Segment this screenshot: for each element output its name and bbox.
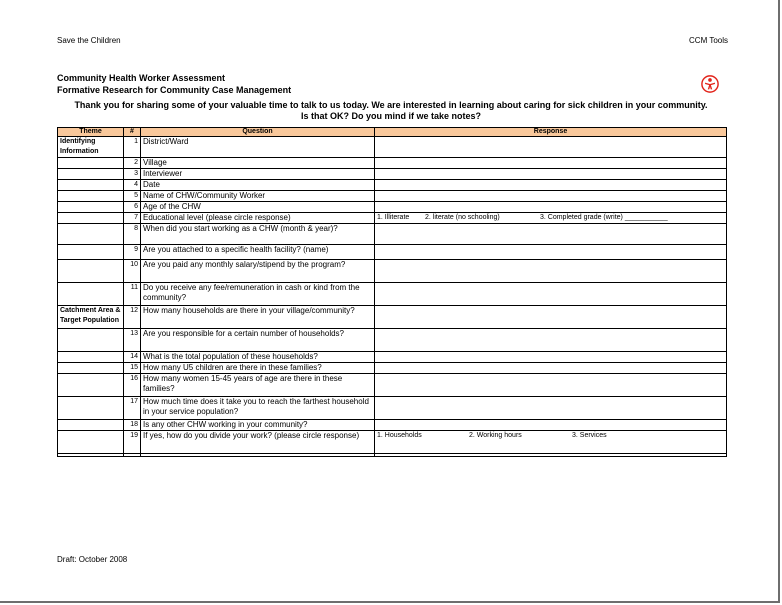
table-row bbox=[58, 420, 727, 431]
question-text: Are you attached to a specific health facility? (name) bbox=[141, 245, 375, 260]
question-number: 10 bbox=[124, 260, 141, 283]
response-cell[interactable] bbox=[375, 431, 727, 454]
question-text: Interviewer bbox=[141, 169, 375, 180]
response-option[interactable]: 3. Services bbox=[572, 432, 607, 439]
table-header-row bbox=[58, 128, 727, 137]
intro-line-2: Is that OK? Do you mind if we take notes? bbox=[300, 111, 482, 121]
response-option[interactable]: 1. Households bbox=[377, 432, 422, 439]
theme-cell bbox=[58, 180, 124, 191]
response-cell[interactable] bbox=[375, 397, 727, 420]
table-row bbox=[58, 374, 727, 397]
question-text: How much time does it take you to reach the farthest household in your service population? bbox=[141, 397, 375, 420]
theme-cell bbox=[58, 283, 124, 306]
theme-cell bbox=[58, 245, 124, 260]
question-number: 18 bbox=[124, 420, 141, 431]
theme-cell bbox=[58, 202, 124, 213]
question-text: Name of CHW/Community Worker bbox=[141, 191, 375, 202]
question-number: 3 bbox=[124, 169, 141, 180]
theme-cell bbox=[58, 191, 124, 202]
theme-cell: Catchment Area & Target Population bbox=[58, 306, 124, 329]
theme-cell bbox=[58, 260, 124, 283]
response-cell[interactable] bbox=[375, 363, 727, 374]
response-cell[interactable] bbox=[375, 374, 727, 397]
question-number: 15 bbox=[124, 363, 141, 374]
table-row bbox=[58, 191, 727, 202]
response-cell[interactable] bbox=[375, 224, 727, 245]
blank-cell bbox=[141, 454, 375, 457]
table-row bbox=[58, 431, 727, 454]
response-cell[interactable] bbox=[375, 420, 727, 431]
theme-cell bbox=[58, 454, 124, 457]
question-text: How many U5 children are there in these families? bbox=[141, 363, 375, 374]
response-cell[interactable] bbox=[375, 213, 727, 224]
theme-cell bbox=[58, 224, 124, 245]
theme-cell bbox=[58, 329, 124, 352]
save-the-children-logo-icon bbox=[701, 75, 719, 93]
theme-cell bbox=[58, 213, 124, 224]
header-question: Question bbox=[141, 128, 375, 137]
response-cell[interactable] bbox=[375, 180, 727, 191]
question-text: How many households are there in your village/community? bbox=[141, 306, 375, 329]
theme-cell bbox=[58, 158, 124, 169]
header-num: # bbox=[124, 128, 141, 137]
blank-cell bbox=[375, 454, 727, 457]
table-row bbox=[58, 169, 727, 180]
table-row bbox=[58, 224, 727, 245]
question-text: Is any other CHW working in your community? bbox=[141, 420, 375, 431]
document-subtitle: Formative Research for Community Case Management bbox=[57, 85, 292, 95]
response-option[interactable]: 2. literate (no schooling) bbox=[425, 214, 500, 221]
theme-cell bbox=[58, 363, 124, 374]
question-number: 17 bbox=[124, 397, 141, 420]
table-row bbox=[58, 158, 727, 169]
response-cell[interactable] bbox=[375, 283, 727, 306]
table-row bbox=[58, 363, 727, 374]
response-cell[interactable] bbox=[375, 306, 727, 329]
response-cell[interactable] bbox=[375, 169, 727, 180]
table-row bbox=[58, 213, 727, 224]
question-text: Are you responsible for a certain number of households? bbox=[141, 329, 375, 352]
question-number: 13 bbox=[124, 329, 141, 352]
question-number: 6 bbox=[124, 202, 141, 213]
response-cell[interactable] bbox=[375, 158, 727, 169]
theme-cell bbox=[58, 420, 124, 431]
header-theme: Theme bbox=[58, 128, 124, 137]
response-cell[interactable] bbox=[375, 329, 727, 352]
question-number: 5 bbox=[124, 191, 141, 202]
table-row bbox=[58, 180, 727, 191]
question-number: 14 bbox=[124, 352, 141, 363]
document-title: Community Health Worker Assessment bbox=[57, 73, 226, 83]
response-cell[interactable] bbox=[375, 245, 727, 260]
intro-text bbox=[57, 100, 725, 122]
response-cell[interactable] bbox=[375, 202, 727, 213]
table-row bbox=[58, 137, 727, 158]
table-row bbox=[58, 245, 727, 260]
question-number: 7 bbox=[124, 213, 141, 224]
blank-cell bbox=[124, 454, 141, 457]
question-text: What is the total population of these households? bbox=[141, 352, 375, 363]
question-number: 4 bbox=[124, 180, 141, 191]
question-number: 8 bbox=[124, 224, 141, 245]
question-text: Do you receive any fee/remuneration in cash or kind from the community? bbox=[141, 283, 375, 306]
table-row bbox=[58, 454, 727, 457]
question-number: 11 bbox=[124, 283, 141, 306]
intro-line-1: Thank you for sharing some of your valuable time to talk to us today. We are interested in learning about caring for sick children in your community. bbox=[74, 100, 708, 110]
question-number: 19 bbox=[124, 431, 141, 454]
table-row bbox=[58, 352, 727, 363]
response-cell[interactable] bbox=[375, 137, 727, 158]
table-body bbox=[58, 137, 727, 457]
table-row bbox=[58, 260, 727, 283]
question-number: 16 bbox=[124, 374, 141, 397]
question-text: Are you paid any monthly salary/stipend by the program? bbox=[141, 260, 375, 283]
theme-cell bbox=[58, 352, 124, 363]
header-tool: CCM Tools bbox=[689, 36, 728, 45]
question-text: District/Ward bbox=[141, 137, 375, 158]
table-row bbox=[58, 202, 727, 213]
theme-cell bbox=[58, 374, 124, 397]
question-text: Village bbox=[141, 158, 375, 169]
response-cell[interactable] bbox=[375, 352, 727, 363]
question-number: 1 bbox=[124, 137, 141, 158]
question-text: How many women 15-45 years of age are there in these families? bbox=[141, 374, 375, 397]
header-response: Response bbox=[375, 128, 727, 137]
response-option[interactable]: 2. Working hours bbox=[469, 432, 522, 439]
response-option[interactable]: 3. Completed grade (write) ___________ bbox=[540, 214, 668, 221]
question-text: If yes, how do you divide your work? (please circle response) bbox=[141, 431, 375, 454]
theme-cell bbox=[58, 169, 124, 180]
theme-cell bbox=[58, 431, 124, 454]
question-text: Educational level (please circle response) bbox=[141, 213, 375, 224]
response-cell[interactable] bbox=[375, 260, 727, 283]
question-number: 9 bbox=[124, 245, 141, 260]
header-org: Save the Children bbox=[57, 36, 121, 45]
assessment-table bbox=[57, 127, 727, 457]
table-row bbox=[58, 329, 727, 352]
response-option[interactable]: 1. Illiterate bbox=[377, 214, 410, 221]
table-row bbox=[58, 397, 727, 420]
question-number: 12 bbox=[124, 306, 141, 329]
question-text: When did you start working as a CHW (month & year)? bbox=[141, 224, 375, 245]
table-row bbox=[58, 283, 727, 306]
question-text: Age of the CHW bbox=[141, 202, 375, 213]
response-cell[interactable] bbox=[375, 191, 727, 202]
theme-cell bbox=[58, 397, 124, 420]
draft-date: Draft: October 2008 bbox=[57, 555, 128, 564]
theme-cell: Identifying Information bbox=[58, 137, 124, 158]
table-row bbox=[58, 306, 727, 329]
question-text: Date bbox=[141, 180, 375, 191]
question-number: 2 bbox=[124, 158, 141, 169]
